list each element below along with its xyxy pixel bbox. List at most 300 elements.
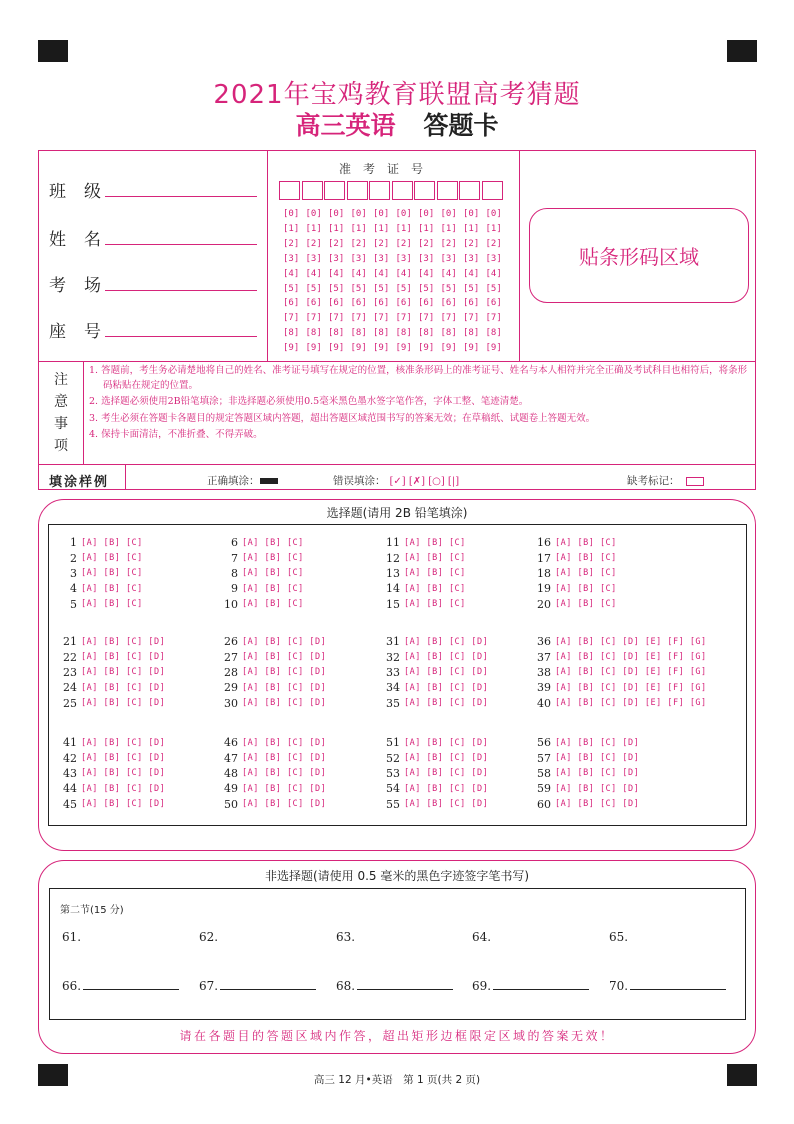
question-row (533, 766, 639, 781)
digit-bubble[interactable]: [5] (485, 283, 502, 294)
question-row (220, 680, 326, 695)
digit-bubble[interactable]: [9] (395, 343, 412, 354)
digit-bubble[interactable]: [1] (328, 223, 345, 234)
question-number: 33 (386, 665, 400, 679)
question-row (382, 550, 466, 565)
digit-bubble[interactable]: [1] (418, 223, 435, 234)
digit-bubble[interactable]: [6] (440, 298, 457, 309)
digit-bubble[interactable]: [1] (440, 223, 457, 234)
answer-field[interactable] (336, 930, 355, 944)
digit-bubble[interactable]: [0] (350, 209, 367, 219)
absent-label: 缺考标记： (627, 475, 680, 487)
digit-bubble[interactable]: [1] (305, 223, 322, 234)
question-number: 27 (224, 650, 238, 664)
question-row (220, 781, 326, 796)
digit-bubble[interactable]: [3] (350, 253, 367, 264)
digit-row (283, 207, 508, 222)
question-group (382, 634, 488, 711)
digit-bubble[interactable]: [4] (418, 268, 435, 279)
question-group (220, 634, 326, 711)
notice-item: 1. 答题前，考生务必请楚地将自己的姓名、准考证号填写在规定的位置，核准条形码上的准考证号、姓名与本人相符并完全正确及考试科目也相符后，将条形码粘贴在规定的位置。 (89, 365, 748, 391)
answer-bubbles[interactable]: [A] [B] [C] [D] (242, 737, 327, 748)
answer-bubbles[interactable]: [A] [B] [C] [D] (404, 636, 489, 647)
answer-bubbles[interactable]: [A] [B] [C] (404, 537, 466, 548)
question-row (533, 696, 707, 711)
answer-bubbles[interactable]: [A] [B] [C] [D] (242, 667, 327, 678)
question-row (382, 766, 488, 781)
digit-bubble[interactable]: [6] (283, 298, 300, 309)
answer-field[interactable] (472, 979, 589, 993)
digit-bubble[interactable]: [2] (485, 238, 502, 249)
field-room-input[interactable] (105, 289, 257, 291)
question-row (382, 735, 488, 750)
answer-number: 63. (336, 930, 356, 944)
digit-bubble[interactable]: [5] (418, 283, 435, 294)
digit-bubble[interactable]: [6] (463, 298, 480, 309)
digit-row (283, 311, 508, 326)
question-group (533, 535, 617, 612)
answer-bubbles[interactable]: [A] [B] [C] [D] [E] [F] [G] (555, 698, 707, 709)
digit-bubble[interactable]: [2] (418, 238, 435, 249)
question-number: 20 (537, 597, 551, 611)
field-class-label: 班级 (49, 182, 119, 202)
digit-bubble[interactable]: [4] (463, 268, 480, 279)
question-number: 53 (386, 766, 400, 780)
answer-bubbles[interactable]: [A] [B] [C] [D] (81, 783, 166, 794)
answer-bubbles[interactable]: [A] [B] [C] [D] (404, 783, 489, 794)
question-row (220, 766, 326, 781)
nonchoice-section (38, 860, 756, 1054)
answer-bubbles[interactable]: [A] [B] [C] (81, 568, 143, 579)
question-number: 32 (386, 650, 400, 664)
answer-bubbles[interactable]: [A] [B] [C] [D] (81, 636, 166, 647)
question-row (59, 680, 165, 695)
answer-bubbles[interactable]: [A] [B] [C] [D] (404, 799, 489, 810)
answer-bubbles[interactable]: [A] [B] [C] [D] (555, 783, 640, 794)
answer-bubbles[interactable]: [A] [B] [C] [D] (404, 652, 489, 663)
digit-bubble[interactable]: [6] (485, 298, 502, 309)
digit-bubble[interactable]: [7] (463, 313, 480, 324)
answer-field[interactable] (199, 979, 316, 993)
digit-bubble[interactable]: [5] (305, 283, 322, 294)
digit-bubble[interactable]: [8] (485, 328, 502, 339)
answer-line[interactable] (220, 988, 316, 990)
question-number: 59 (537, 782, 551, 796)
answer-bubbles[interactable]: [A] [B] [C] (404, 568, 466, 579)
question-number: 29 (224, 681, 238, 695)
field-seat-input[interactable] (105, 335, 257, 337)
digit-row (283, 282, 508, 297)
digit-bubble[interactable]: [8] (395, 328, 412, 339)
question-group (59, 735, 165, 812)
answer-bubbles[interactable]: [A] [B] [C] [D] (81, 737, 166, 748)
answer-line[interactable] (83, 988, 179, 990)
answer-bubbles[interactable]: [A] [B] [C] (81, 599, 143, 610)
question-number: 42 (63, 751, 77, 765)
answer-number: 67. (199, 979, 219, 993)
answer-bubbles[interactable]: [A] [B] [C] [D] (242, 698, 327, 709)
answer-number: 61. (62, 930, 82, 944)
digit-bubble[interactable]: [4] (305, 268, 322, 279)
question-row (533, 550, 617, 565)
digit-bubble[interactable]: [1] (463, 223, 480, 234)
digit-row (283, 222, 508, 237)
digit-bubble[interactable]: [3] (485, 253, 502, 264)
question-row (533, 680, 707, 695)
digit-bubble[interactable]: [1] (283, 223, 300, 234)
question-number: 5 (70, 597, 77, 611)
answer-bubbles[interactable]: [A] [B] [C] (555, 568, 617, 579)
digit-bubble[interactable]: [3] (283, 253, 300, 264)
answer-bubbles[interactable]: [A] [B] [C] (555, 583, 617, 594)
answer-bubbles[interactable]: [A] [B] [C] [D] (81, 682, 166, 693)
digit-bubble[interactable]: [6] (328, 298, 345, 309)
digit-bubble[interactable]: [7] (373, 313, 390, 324)
digit-bubble[interactable]: [5] (395, 283, 412, 294)
answer-field[interactable] (472, 930, 491, 944)
choice-answer-box (48, 524, 747, 826)
digit-bubble[interactable]: [3] (305, 253, 322, 264)
question-row (533, 566, 617, 581)
question-row (59, 566, 143, 581)
question-number: 48 (224, 766, 238, 780)
digit-row (283, 296, 508, 311)
answer-bubbles[interactable]: [A] [B] [C] [D] (242, 682, 327, 693)
answer-number: 68. (336, 979, 356, 993)
question-number: 60 (537, 797, 551, 811)
answer-field[interactable] (609, 979, 726, 993)
question-row (533, 634, 707, 649)
question-row (220, 634, 326, 649)
answer-bubbles[interactable]: [A] [B] [C] [D] (404, 667, 489, 678)
absent-mark (627, 473, 704, 488)
question-number: 37 (537, 650, 551, 664)
digit-bubble[interactable]: [6] (350, 298, 367, 309)
answer-bubbles[interactable]: [A] [B] [C] [D] (81, 652, 166, 663)
digit-bubble[interactable]: [7] (305, 313, 322, 324)
answer-bubbles[interactable]: [A] [B] [C] [D] (404, 768, 489, 779)
field-class-input[interactable] (105, 195, 257, 197)
question-number: 56 (537, 736, 551, 750)
digit-bubble[interactable]: [8] (305, 328, 322, 339)
question-row (59, 597, 143, 612)
digit-bubble[interactable]: [9] (463, 343, 480, 354)
answer-bubbles[interactable]: [A] [B] [C] [D] (242, 753, 327, 764)
digit-bubble[interactable]: [2] (283, 238, 300, 249)
digit-bubble[interactable]: [0] (328, 209, 345, 219)
digit-bubble[interactable]: [0] (485, 209, 502, 219)
digit-bubble[interactable]: [7] (440, 313, 457, 324)
question-group (220, 735, 326, 812)
subject-title: 高三英语 (295, 111, 396, 140)
notice-item: 2. 选择题必须使用2B铅笔填涂；非选择题必须使用0.5毫米黑色墨水签字笔作答，字体工整、笔迹清楚。 (89, 396, 529, 407)
answer-bubbles[interactable]: [A] [B] [C] (242, 583, 304, 594)
question-row (382, 597, 466, 612)
digit-bubble[interactable]: [6] (395, 298, 412, 309)
notice-item: 4. 保持卡面清洁，不准折叠、不得弄破。 (89, 429, 263, 440)
barcode-area (529, 208, 749, 303)
digit-bubble[interactable]: [2] (305, 238, 322, 249)
answer-bubbles[interactable]: [A] [B] [C] [D] (242, 636, 327, 647)
digit-bubble[interactable]: [7] (418, 313, 435, 324)
digit-bubble[interactable]: [3] (418, 253, 435, 264)
answer-bubbles[interactable]: [A] [B] [C] (555, 553, 617, 564)
answer-number: 69. (472, 979, 492, 993)
field-name-input[interactable] (105, 243, 257, 245)
digit-bubble[interactable]: [0] (305, 209, 322, 219)
question-number: 54 (386, 782, 400, 796)
answer-bubbles[interactable]: [A] [B] [C] (81, 583, 143, 594)
answer-field[interactable] (62, 979, 179, 993)
field-seat-label: 座号 (49, 322, 119, 342)
page-footer: 高三 12 月•英语 第 1 页(共 2 页) (313, 1074, 481, 1086)
question-row (220, 797, 326, 812)
digit-bubble[interactable]: [7] (350, 313, 367, 324)
info-box (38, 150, 756, 490)
digit-bubble[interactable]: [9] (328, 343, 345, 354)
answer-bubbles[interactable]: [A] [B] [C] (242, 553, 304, 564)
digit-bubble[interactable]: [7] (485, 313, 502, 324)
digit-bubble[interactable]: [0] (373, 209, 390, 219)
answer-bubbles[interactable]: [A] [B] [C] [D] (555, 753, 640, 764)
question-row (382, 797, 488, 812)
boundary-warning: 请在各题目的答题区域内作答，超出矩形边框限定区域的答案无效！ (179, 1029, 615, 1043)
digit-bubble[interactable]: [9] (373, 343, 390, 354)
question-row (382, 581, 466, 596)
question-row (533, 781, 639, 796)
answer-bubbles[interactable]: [A] [B] [C] [D] (555, 737, 640, 748)
answer-bubbles[interactable]: [A] [B] [C] (404, 583, 466, 594)
answer-field[interactable] (199, 930, 218, 944)
digit-bubble[interactable]: [2] (350, 238, 367, 249)
question-number: 57 (537, 751, 551, 765)
question-number: 8 (231, 566, 238, 580)
answer-bubbles[interactable]: [A] [B] [C] [D] (242, 652, 327, 663)
exam-number-cells[interactable] (279, 181, 504, 200)
correct-fill-example (207, 473, 278, 488)
digit-bubble[interactable]: [9] (485, 343, 502, 354)
answer-bubbles[interactable]: [A] [B] [C] (404, 599, 466, 610)
question-number: 45 (63, 797, 77, 811)
digit-bubble[interactable]: [4] (373, 268, 390, 279)
notice-label: 注 意 事 项 (54, 372, 68, 454)
digit-bubble[interactable]: [3] (440, 253, 457, 264)
digit-bubble[interactable]: [8] (463, 328, 480, 339)
question-number: 19 (537, 582, 551, 596)
digit-bubble[interactable]: [2] (395, 238, 412, 249)
question-number: 22 (63, 650, 77, 664)
question-row (59, 735, 165, 750)
digit-bubble[interactable]: [8] (418, 328, 435, 339)
question-row (533, 597, 617, 612)
digit-bubble[interactable]: [9] (418, 343, 435, 354)
answer-line[interactable] (630, 988, 726, 990)
digit-bubble[interactable]: [5] (463, 283, 480, 294)
answer-bubbles[interactable]: [A] [B] [C] [D] [E] [F] [G] (555, 636, 707, 647)
digit-bubble[interactable]: [1] (350, 223, 367, 234)
digit-bubble[interactable]: [0] (463, 209, 480, 219)
answer-bubbles[interactable]: [A] [B] [C] (555, 599, 617, 610)
answer-field[interactable] (609, 930, 628, 944)
answer-bubbles[interactable]: [A] [B] [C] (81, 537, 143, 548)
question-number: 24 (63, 681, 77, 695)
answer-bubbles[interactable]: [A] [B] [C] [D] (555, 799, 640, 810)
question-number: 18 (537, 566, 551, 580)
question-number: 15 (386, 597, 400, 611)
question-number: 43 (63, 766, 77, 780)
digit-bubble[interactable]: [9] (305, 343, 322, 354)
exam-number-bubbles[interactable] (283, 207, 508, 356)
question-row (220, 535, 304, 550)
digit-bubble[interactable]: [0] (283, 209, 300, 219)
question-number: 25 (63, 696, 77, 710)
digit-bubble[interactable]: [4] (485, 268, 502, 279)
question-row (220, 550, 304, 565)
answer-bubbles[interactable]: [A] [B] [C] [D] (242, 799, 327, 810)
digit-bubble[interactable]: [6] (305, 298, 322, 309)
question-row (59, 797, 165, 812)
question-number: 51 (386, 736, 400, 750)
digit-bubble[interactable]: [5] (283, 283, 300, 294)
answer-bubbles[interactable]: [A] [B] [C] [D] (81, 799, 166, 810)
digit-bubble[interactable]: [2] (440, 238, 457, 249)
digit-bubble[interactable]: [7] (328, 313, 345, 324)
digit-bubble[interactable]: [3] (373, 253, 390, 264)
digit-bubble[interactable]: [2] (328, 238, 345, 249)
question-row (220, 597, 304, 612)
question-row (533, 735, 639, 750)
question-row (533, 665, 707, 680)
digit-bubble[interactable]: [8] (283, 328, 300, 339)
question-group (533, 634, 707, 711)
answer-bubbles[interactable]: [A] [B] [C] (555, 537, 617, 548)
question-row (59, 665, 165, 680)
digit-bubble[interactable]: [5] (328, 283, 345, 294)
answer-bubbles[interactable]: [A] [B] [C] [D] (404, 753, 489, 764)
question-number: 11 (386, 536, 400, 550)
question-number: 55 (386, 797, 400, 811)
question-group (59, 535, 143, 612)
answer-bubbles[interactable]: [A] [B] [C] [D] (81, 667, 166, 678)
digit-bubble[interactable]: [4] (283, 268, 300, 279)
question-row (533, 535, 617, 550)
digit-bubble[interactable]: [3] (463, 253, 480, 264)
question-number: 4 (70, 582, 77, 596)
question-number: 12 (386, 551, 400, 565)
question-number: 40 (537, 696, 551, 710)
answer-bubbles[interactable]: [A] [B] [C] [D] (404, 698, 489, 709)
answer-number: 66. (62, 979, 82, 993)
filled-bubble-icon (260, 478, 278, 484)
digit-bubble[interactable]: [3] (395, 253, 412, 264)
answer-bubbles[interactable]: [A] [B] [C] (81, 553, 143, 564)
digit-bubble[interactable]: [0] (395, 209, 412, 219)
answer-bubbles[interactable]: [A] [B] [C] [D] (404, 737, 489, 748)
digit-bubble[interactable]: [8] (328, 328, 345, 339)
answer-bubbles[interactable]: [A] [B] [C] (404, 553, 466, 564)
answer-bubbles[interactable]: [A] [B] [C] [D] (81, 698, 166, 709)
digit-bubble[interactable]: [7] (283, 313, 300, 324)
digit-bubble[interactable]: [8] (440, 328, 457, 339)
digit-bubble[interactable]: [3] (328, 253, 345, 264)
question-number: 46 (224, 736, 238, 750)
question-number: 9 (231, 582, 238, 596)
digit-bubble[interactable]: [4] (395, 268, 412, 279)
digit-bubble[interactable]: [5] (440, 283, 457, 294)
digit-bubble[interactable]: [9] (283, 343, 300, 354)
absent-checkbox[interactable] (686, 477, 704, 486)
digit-bubble[interactable]: [5] (350, 283, 367, 294)
digit-bubble[interactable]: [7] (395, 313, 412, 324)
question-number: 2 (70, 551, 77, 565)
answer-field[interactable] (62, 930, 81, 944)
answer-field[interactable] (336, 979, 453, 993)
card-label: 答题卡 (423, 111, 499, 140)
answer-number: 70. (609, 979, 629, 993)
digit-bubble[interactable]: [4] (440, 268, 457, 279)
answer-bubbles[interactable]: [A] [B] [C] [D] (242, 783, 327, 794)
digit-bubble[interactable]: [5] (373, 283, 390, 294)
digit-bubble[interactable]: [1] (485, 223, 502, 234)
digit-bubble[interactable]: [6] (373, 298, 390, 309)
question-row (220, 750, 326, 765)
question-number: 10 (224, 597, 238, 611)
digit-bubble[interactable]: [1] (373, 223, 390, 234)
answer-number: 65. (609, 930, 629, 944)
digit-bubble[interactable]: [4] (350, 268, 367, 279)
question-row (220, 665, 326, 680)
answer-line[interactable] (357, 988, 453, 990)
answer-bubbles[interactable]: [A] [B] [C] (242, 537, 304, 548)
digit-bubble[interactable]: [4] (328, 268, 345, 279)
digit-bubble[interactable]: [0] (440, 209, 457, 219)
digit-bubble[interactable]: [8] (373, 328, 390, 339)
question-row (382, 696, 488, 711)
question-number: 30 (224, 696, 238, 710)
question-number: 44 (63, 782, 77, 796)
answer-bubbles[interactable]: [A] [B] [C] [D] (81, 753, 166, 764)
answer-bubbles[interactable]: [A] [B] [C] [D] [E] [F] [G] (555, 682, 707, 693)
answer-bubbles[interactable]: [A] [B] [C] [D] (555, 768, 640, 779)
answer-bubbles[interactable]: [A] [B] [C] [D] [E] [F] [G] (555, 667, 707, 678)
answer-line[interactable] (493, 988, 589, 990)
digit-row (283, 326, 508, 341)
answer-bubbles[interactable]: [A] [B] [C] (242, 568, 304, 579)
digit-bubble[interactable]: [0] (418, 209, 435, 219)
answer-bubbles[interactable]: [A] [B] [C] [D] (81, 768, 166, 779)
digit-bubble[interactable]: [8] (350, 328, 367, 339)
answer-bubbles[interactable]: [A] [B] [C] [D] (404, 682, 489, 693)
question-number: 6 (231, 536, 238, 550)
answer-bubbles[interactable]: [A] [B] [C] (242, 599, 304, 610)
barcode-label: 贴条形码区域 (579, 245, 699, 269)
answer-bubbles[interactable]: [A] [B] [C] [D] (242, 768, 327, 779)
digit-row (283, 237, 508, 252)
correct-fill-label: 正确填涂： (207, 475, 260, 487)
digit-bubble[interactable]: [9] (350, 343, 367, 354)
question-row (382, 680, 488, 695)
question-row (59, 649, 165, 664)
digit-bubble[interactable]: [2] (373, 238, 390, 249)
digit-bubble[interactable]: [2] (463, 238, 480, 249)
answer-bubbles[interactable]: [A] [B] [C] [D] [E] [F] [G] (555, 652, 707, 663)
choice-title: 选择题(请用 2B 铅笔填涂) (326, 506, 468, 520)
question-number: 38 (537, 665, 551, 679)
digit-bubble[interactable]: [6] (418, 298, 435, 309)
digit-bubble[interactable]: [9] (440, 343, 457, 354)
digit-bubble[interactable]: [1] (395, 223, 412, 234)
question-row (59, 750, 165, 765)
